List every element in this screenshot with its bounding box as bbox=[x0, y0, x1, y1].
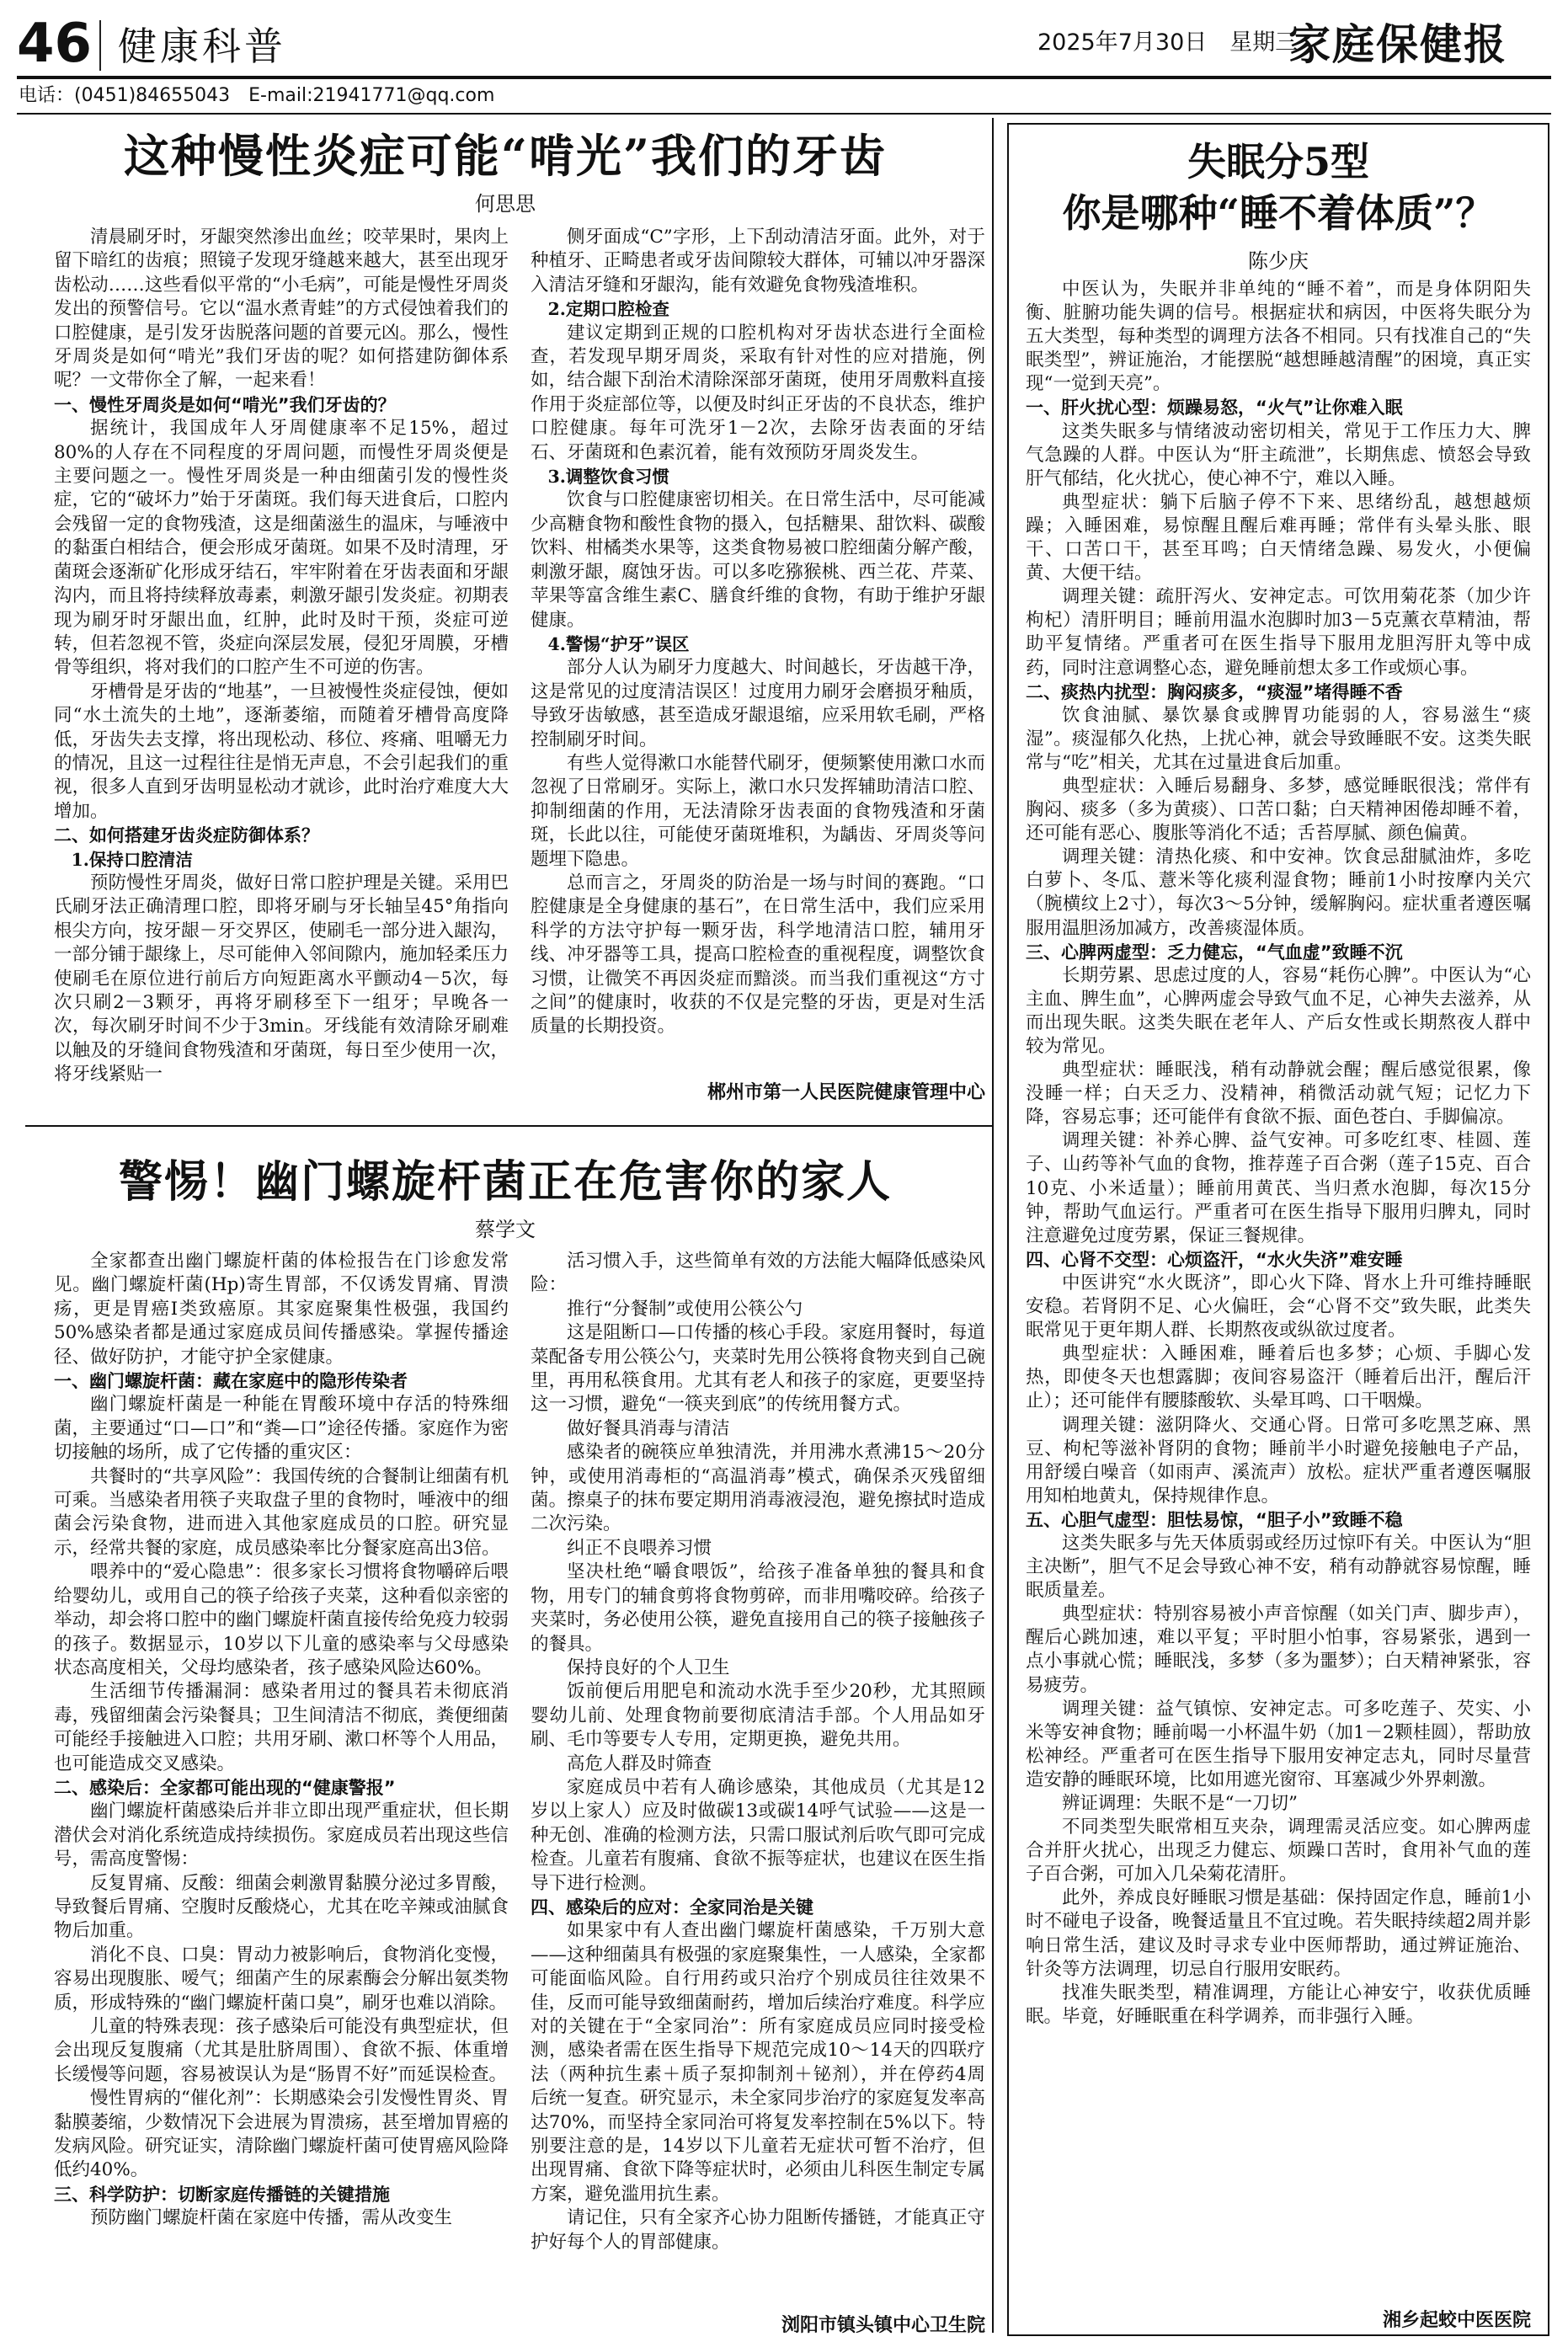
paragraph: 共餐时的“共享风险”：我国传统的合餐制让细菌有机可乘。当感染者用筷子夹取盘子里的食物时，唾液中的细菌会污染食物，进而进入其他家庭成员的口腔。研究显示，经常共餐的家庭，成员感染率比分餐家庭高出3倍。 bbox=[54, 1465, 509, 1559]
article3-body bbox=[1026, 278, 1531, 2297]
contact-line: 电话：(0451)84655043 E-mail:21941771@qq.com bbox=[19, 85, 495, 106]
paragraph: 如果家中有人查出幽门螺旋杆菌感染，千万别大意——这种细菌具有极强的家庭聚集性，一人感染，全家都可能面临风险。自行用药或只治疗个别成员往往效果不佳，反而可能导致细菌耐药，增加后续治疗难度。科学应对的关键在于“全家同治”：所有家庭成员应同时接受检测，感染者需在医生指导下规范完成10～14天的四联疗法（两种抗生素＋质子泵抑制剂＋铋剂），并在停药4周后统一复查。研究显示，未全家同步治疗的家庭复发率高达70%，而坚持全家同治可将复发率控制在5%以下。特别要注意的是，14岁以下儿童若无症状可暂不治疗，但出现胃痛、食欲下降等症状时，必须由儿科医生制定专属方案，避免滥用抗生素。 bbox=[531, 1920, 985, 2205]
subheading: 4.警惕“护牙”误区 bbox=[547, 633, 690, 654]
subheading: 一、慢性牙周炎是如何“啃光”我们牙齿的？ bbox=[54, 394, 396, 415]
subheading: 3.调整饮食习惯 bbox=[547, 467, 669, 488]
subheading: 一、幽门螺旋杆菌：藏在家庭中的隐形传染者 bbox=[54, 1371, 408, 1392]
paragraph: 高危人群及时筛查 bbox=[567, 1752, 712, 1774]
subheading: 三、科学防护：切断家庭传播链的关键措施 bbox=[54, 2184, 390, 2205]
article2-title: 警惕！幽门螺旋杆菌正在危害你的家人 bbox=[118, 1156, 892, 1208]
paragraph: 辨证调理：失眠不是“一刀切” bbox=[1062, 1793, 1298, 1814]
paragraph: 坚决杜绝“嚼食喂饭”，给孩子准备单独的餐具和食物，用专门的辅食剪将食物剪碎，而非用嘴咬碎。给孩子夹菜时，务必使用公筷，避免直接用自己的筷子接触孩子的餐具。 bbox=[531, 1561, 985, 1655]
issue-date: 2025年7月30日 星期三 bbox=[1037, 29, 1299, 56]
article1-column-1 bbox=[54, 226, 509, 1117]
paragraph: 儿童的特殊表现：孩子感染后可能没有典型症状，但会出现反复腹痛（尤其是肚脐周围）、食欲不振、体重增长缓慢等问题，容易被误认为是“肠胃不好”而延误检查。 bbox=[54, 2016, 509, 2085]
paragraph: 饮食与口腔健康密切相关。在日常生活中，尽可能减少高糖食物和酸性食物的摄入，包括糖果、甜饮料、碳酸饮料、柑橘类水果等，这类食物易被口腔细菌分解产酸，刺激牙龈，腐蚀牙齿。可以多吃猕猴桃、西兰花、芹菜、苹果等富含维生素C、膳食纤维的食物，有助于维护牙龈健康。 bbox=[531, 489, 985, 631]
paragraph: 调理关键：清热化痰、和中安神。饮食忌甜腻油炸，多吃白萝卜、冬瓜、薏米等化痰利湿食物；睡前1小时按摩内关穴（腕横纹上2寸），每次3～5分钟，缓解胸闷。症状重者遵医嘱服用温胆汤加减方，改善痰湿体质。 bbox=[1026, 846, 1531, 939]
paragraph: 总而言之，牙周炎的防治是一场与时间的赛跑。“口腔健康是全身健康的基石”，在日常生活中，我们应采用科学的方法守护每一颗牙齿，科学地清洁口腔，辅用牙线、冲牙器等工具，提高口腔检查的重视程度，调整饮食习惯，让微笑不再因炎症而黯淡。而当我们重视这“方寸之间”的健康时，收获的不仅是完整的牙齿，更是对生活质量的长期投资。 bbox=[531, 872, 985, 1038]
subheading: 一、肝火扰心型：烦躁易怒，“火气”让你难入眠 bbox=[1026, 397, 1403, 419]
newspaper-name: 家庭保健报 bbox=[1288, 19, 1507, 69]
paragraph: 典型症状：特别容易被小声音惊醒（如关门声、脚步声），醒后心跳加速，难以平复；平时胆小怕事，容易紧张，遇到一点小事就心慌；睡眠浅，多梦（多为噩梦）；白天精神紧张，容易疲劳。 bbox=[1026, 1603, 1531, 1696]
subheading: 四、感染后的应对：全家同治是关键 bbox=[531, 1897, 813, 1918]
article3-title-line2: 你是哪种“睡不着体质”？ bbox=[1062, 190, 1495, 236]
paragraph: 典型症状：躺下后脑子停不下来、思绪纷乱，越想越烦躁；入睡困难，易惊醒且醒后难再睡；常伴有头晕头胀、眼干、口苦口干，甚至耳鸣；白天情绪急躁、易发火，小便偏黄、大便干结。 bbox=[1026, 491, 1531, 584]
header-divider bbox=[99, 20, 101, 71]
article1-source: 郴州市第一人民医院健康管理中心 bbox=[707, 1082, 985, 1103]
paragraph: 慢性胃病的“催化剂”：长期感染会引发慢性胃炎、胃黏膜萎缩，少数情况下会进展为胃溃疡，甚至增加胃癌的发病风险。研究证实，清除幽门螺旋杆菌可使胃癌风险降低约40%。 bbox=[54, 2088, 509, 2181]
article2-column-2 bbox=[531, 1250, 985, 2306]
article3-title-line1: 失眠分5型 bbox=[1187, 139, 1369, 184]
paragraph: 生活细节传播漏洞：感染者用过的餐具若未彻底消毒，残留细菌会污染餐具；卫生间清洁不彻底，粪便细菌可能经手接触进入口腔；共用牙刷、漱口杯等个人用品，也可能造成交叉感染。 bbox=[54, 1681, 509, 1774]
subheading: 五、心胆气虚型：胆怯易惊，“胆子小”致睡不稳 bbox=[1026, 1509, 1403, 1530]
subheading: 二、感染后：全家都可能出现的“健康警报” bbox=[54, 1777, 396, 1798]
paragraph: 长期劳累、思虑过度的人，容易“耗伤心脾”。中医认为“心主血、脾生血”，心脾两虚会导致气血不足，心神失去滋养，从而出现失眠。这类失眠在老年人、产后女性或长期熬夜人群中较为常见。 bbox=[1026, 964, 1531, 1057]
paragraph: 调理关键：疏肝泻火、安神定志。可饮用菊花茶（加少许枸杞）清肝明目；睡前用温水泡脚时加3－5克薰衣草精油，帮助平复情绪。严重者可在医生指导下服用龙胆泻肝丸等中成药，同时注意调整心态，避免睡前想太多工作或烦心事。 bbox=[1026, 586, 1531, 679]
paragraph: 活习惯入手，这些简单有效的方法能大幅降低感染风险： bbox=[531, 1251, 985, 1296]
paragraph: 找准失眠类型，精准调理，方能让心神安宁，收获优质睡眠。毕竟，好睡眠重在科学调养，而非强行入睡。 bbox=[1026, 1982, 1531, 2027]
paragraph: 家庭成员中若有人确诊感染，其他成员（尤其是12岁以上家人）应及时做碳13或碳14呼气试验——这是一种无创、准确的检测方法，只需口服试剂后吹气即可完成检查。儿童若有腹痛、食欲不振等症状，也建议在医生指导下进行检测。 bbox=[531, 1776, 985, 1894]
paragraph: 调理关键：益气镇惊、安神定志。可多吃莲子、芡实、小米等安神食物；睡前喝一小杯温牛奶（加1－2颗桂圆），帮助放松神经。严重者可在医生指导下服用安神定志丸，同时尽量营造安静的睡眠环境，比如用遮光窗帘、耳塞减少外界刺激。 bbox=[1026, 1698, 1531, 1790]
article1-author: 何思思 bbox=[475, 192, 536, 216]
paragraph: 中医讲究“水火既济”，即心火下降、肾水上升可维持睡眠安稳。若肾阴不足、心火偏旺，会“心肾不交”致失眠，此类失眠常见于更年期人群、长期熬夜或纵欲过度者。 bbox=[1026, 1272, 1531, 1342]
paragraph: 据统计，我国成年人牙周健康率不足15%，超过80%的人存在不同程度的牙周问题，而慢性牙周炎便是主要问题之一。慢性牙周炎是一种由细菌引发的慢性炎症，它的“破坏力”始于牙菌斑。我们每天进食后，口腔内会残留一定的食物残渣，这是细菌滋生的温床，与唾液中的黏蛋白相结合，便会形成牙菌斑。如果不及时清理，牙菌斑会逐渐矿化形成牙结石，牢牢附着在牙齿表面和牙龈沟内，而且将持续释放毒素，刺激牙龈引发炎症。初期表现为刷牙时牙龈出血，红肿，此时及时干预，炎症可逆转，但若忽视不管，炎症向深层发展，侵犯牙周膜，牙槽骨等组织，将对我们的口腔产生不可逆的伤害。 bbox=[54, 418, 509, 679]
subheading: 1.保持口腔清洁 bbox=[71, 849, 193, 870]
paragraph: 此外，养成良好睡眠习惯是基础：保持固定作息，睡前1小时不碰电子设备，晚餐适量且不宜过晚。若失眠持续超2周并影响日常生活，建议及时寻求专业中医师帮助，通过辨证施治、针灸等方法调理，切忌自行服用安眠药。 bbox=[1026, 1887, 1531, 1980]
paragraph: 推行“分餐制”或使用公筷公勺 bbox=[567, 1298, 803, 1320]
article2-source: 浏阳市镇头镇中心卫生院 bbox=[781, 2315, 985, 2336]
paragraph: 保持良好的个人卫生 bbox=[567, 1656, 730, 1678]
paragraph: 喂养中的“爱心隐患”：很多家长习惯将食物嚼碎后喂给婴幼儿，或用自己的筷子给孩子夹菜，这种看似亲密的举动，却会将口腔中的幽门螺旋杆菌直接传给免疫力较弱的孩子。数据显示，10岁以下儿童的感染率与父母感染状态高度相关，父母均感染者，孩子感染风险达60%。 bbox=[54, 1561, 509, 1678]
article3-author: 陈少庆 bbox=[1248, 249, 1309, 273]
subheading: 2.定期口腔检查 bbox=[547, 299, 669, 320]
paragraph: 预防幽门螺旋杆菌在家庭中传播，需从改变生 bbox=[90, 2207, 453, 2229]
paragraph: 典型症状：睡眠浅，稍有动静就会醒；醒后感觉很累，像没睡一样；白天乏力、没精神，稍微活动就气短；记忆力下降，容易忘事；还可能伴有食欲不振、面色苍白、手脚偏凉。 bbox=[1026, 1059, 1531, 1128]
paragraph: 幽门螺旋杆菌感染后并非立即出现严重症状，但长期潜伏会对消化系统造成持续损伤。家庭成员若出现这些信号，需高度警惕： bbox=[54, 1801, 509, 1870]
header-rule bbox=[17, 76, 1551, 79]
paragraph: 有些人觉得漱口水能替代刷牙，便频繁使用漱口水而忽视了日常刷牙。实际上，漱口水只发挥辅助清洁口腔、抑制细菌的作用，无法清除牙齿表面的食物残渣和牙菌斑，长此以往，可能使牙菌斑堆积，为龋齿、牙周炎等问题埋下隐患。 bbox=[531, 752, 985, 870]
paragraph: 这类失眠多与先天体质弱或经历过惊吓有关。中医认为“胆主决断”，胆气不足会导致心神不安，稍有动静就容易惊醒，睡眠质量差。 bbox=[1026, 1532, 1531, 1602]
paragraph: 做好餐具消毒与清洁 bbox=[567, 1417, 730, 1439]
paragraph: 典型症状：入睡后易翻身、多梦，感觉睡眠很浅；常伴有胸闷、痰多（多为黄痰）、口苦口黏；白天精神困倦却睡不着，还可能有恶心、腹胀等消化不适；舌苔厚腻、颜色偏黄。 bbox=[1026, 775, 1531, 845]
paragraph: 部分人认为刷牙力度越大、时间越长，牙齿越干净，这是常见的过度清洁误区！过度用力刷牙会磨损牙釉质，导致牙齿敏感，甚至造成牙龈退缩，应采用软毛刷，严格控制刷牙时间。 bbox=[531, 657, 985, 750]
subheading: 四、心肾不交型：心烦盗汗，“水火失济”难安睡 bbox=[1026, 1249, 1403, 1270]
paragraph: 牙槽骨是牙齿的“地基”，一旦被慢性炎症侵蚀，便如同“水土流失的土地”，逐渐萎缩，而随着牙槽骨高度降低，牙齿失去支撑，将出现松动、移位、疼痛、咀嚼无力的情况，且这一过程往往是悄无声息，不会引起我们的重视，很多人直到牙齿明显松动才就诊，此时治疗难度大大增加。 bbox=[54, 680, 509, 822]
paragraph: 清晨刷牙时，牙龈突然渗出血丝；咬苹果时，果肉上留下暗红的齿痕；照镜子发现牙缝越来越大，甚至出现牙齿松动……这些看似平常的“小毛病”，可能是慢性牙周炎发出的预警信号。它以“温水煮青蛙”的方式侵蚀着我们的口腔健康，是引发牙齿脱落问题的首要元凶。那么，慢性牙周炎是如何“啃光”我们牙齿的呢？如何搭建防御体系呢？一文带你全了解，一起来看！ bbox=[54, 227, 509, 392]
paragraph: 请记住，只有全家齐心协力阻断传播链，才能真正守护好每个人的胃部健康。 bbox=[531, 2207, 985, 2253]
paragraph: 调理关键：滋阴降火、交通心肾。日常可多吃黑芝麻、黑豆、枸杞等滋补肾阴的食物；睡前半小时避免接触电子产品，用舒缓白噪音（如雨声、溪流声）放松。症状严重者遵医嘱服用知柏地黄丸，保持规律作息。 bbox=[1026, 1414, 1531, 1507]
paragraph: 纠正不良喂养习惯 bbox=[567, 1537, 712, 1559]
paragraph: 感染者的碗筷应单独清洗，并用沸水煮沸15～20分钟，或使用消毒柜的“高温消毒”模式，确保杀灭残留细菌。擦桌子的抹布要定期用消毒液浸泡，避免擦拭时造成二次污染。 bbox=[531, 1442, 985, 1535]
paragraph: 这是阻断口—口传播的核心手段。家庭用餐时，每道菜配备专用公筷公勺，夹菜时先用公筷将食物夹到自己碗里，再用私筷食用。尤其有老人和孩子的家庭，更要坚持这一习惯，避免“一筷夹到底”的传统用餐方式。 bbox=[531, 1322, 985, 1416]
article2-column-1 bbox=[54, 1250, 509, 2336]
section-title: 健康科普 bbox=[118, 24, 286, 69]
subheading: 二、如何搭建牙齿炎症防御体系？ bbox=[54, 825, 319, 846]
paragraph: 典型症状：入睡困难，睡着后也多梦；心烦、手脚心发热，即使冬天也想露脚；夜间容易盗汗（睡着后出汗，醒后汗止）；还可能伴有腰膝酸软、头晕耳鸣、口干咽燥。 bbox=[1026, 1343, 1531, 1412]
subheading: 二、痰热内扰型：胸闷痰多，“痰湿”堵得睡不香 bbox=[1026, 681, 1403, 702]
paragraph: 调理关键：补养心脾、益气安神。可多吃红枣、桂圆、莲子、山药等补气血的食物，推荐莲子百合粥（莲子15克、百合10克、小米适量）；睡前用黄芪、当归煮水泡脚，每次15分钟，帮助气血运行。严重者可在医生指导下服用归脾丸，同时注意避免过度劳累，保证三餐规律。 bbox=[1026, 1130, 1531, 1246]
header-rule-thin bbox=[17, 113, 1551, 115]
subheading: 三、心脾两虚型：乏力健忘，“气血虚”致睡不沉 bbox=[1026, 942, 1403, 963]
paragraph: 预防慢性牙周炎，做好日常口腔护理是关键。采用巴氏刷牙法正确清理口腔，即将牙刷与牙长轴呈45°角指向根尖方向，按牙龈－牙交界区，使刷毛一部分进入龈沟，一部分铺于龈缘上，尽可能伸入邻间隙内，施加轻柔压力使刷毛在原位进行前后方向短距离水平颤动4－5次，每次只刷2－3颗牙，再将牙刷移至下一组牙；早晚各一次，每次刷牙时间不少于3min。牙线能有效清除牙刷难以触及的牙缝间食物残渣和牙菌斑，每日至少使用一次，将牙线紧贴一 bbox=[54, 872, 509, 1086]
paragraph: 消化不良、口臭：胃动力被影响后，食物消化变慢，容易出现腹胀、嗳气；细菌产生的尿素酶会分解出氨类物质，形成特殊的“幽门螺旋杆菌口臭”，刷牙也难以消除。 bbox=[54, 1944, 509, 2014]
paragraph: 饮食油腻、暴饮暴食或脾胃功能弱的人，容易滋生“痰湿”。痰湿郁久化热，上扰心神，就会导致睡眠不安。这类失眠常与“吃”相关，尤其在过量进食后加重。 bbox=[1026, 704, 1531, 773]
paragraph: 这类失眠多与情绪波动密切相关，常见于工作压力大、脾气急躁的人群。中医认为“肝主疏泄”，长期焦虑、愤怒会导致肝气郁结，化火扰心，使心神不宁，难以入睡。 bbox=[1026, 420, 1531, 489]
column-divider bbox=[992, 118, 994, 2333]
article1-title: 这种慢性炎症可能“啃光”我们的牙齿 bbox=[123, 129, 888, 183]
paragraph: 饭前便后用肥皂和流动水洗手至少20秒，尤其照顾婴幼儿前、处理食物前要彻底清洁手部。个人用品如牙刷、毛巾等要专人专用，定期更换，避免共用。 bbox=[531, 1681, 985, 1751]
page-number: 46 bbox=[17, 13, 93, 75]
paragraph: 建议定期到正规的口腔机构对牙齿状态进行全面检查，若发现早期牙周炎，采取有针对性的应对措施，例如，结合龈下刮治术清除深部牙菌斑，使用牙周敷料直接作用于炎症部位等，以便及时纠正牙齿的不良状态，维护口腔健康。每年可洗牙1－2次，去除牙齿表面的牙结石、牙菌斑和色素沉着，能有效预防牙周炎发生。 bbox=[531, 322, 985, 463]
paragraph: 中医认为，失眠并非单纯的“睡不着”，而是身体阴阳失衡、脏腑功能失调的信号。根据症状和病因，中医将失眠分为五大类型，每种类型的调理方法各不相同。只有找准自己的“失眠类型”，辨证施治，才能摆脱“越想睡越清醒”的困境，真正实现“一觉到天亮”。 bbox=[1026, 279, 1531, 395]
article2-author: 蔡学文 bbox=[475, 1218, 536, 1241]
article-divider bbox=[25, 1125, 994, 1127]
article3-source: 湘乡起蛟中医医院 bbox=[1382, 2310, 1531, 2331]
article1-column-2 bbox=[531, 226, 985, 1070]
paragraph: 不同类型失眠常相互夹杂，调理需灵活应变。如心脾两虚合并肝火扰心，出现乏力健忘、烦躁口苦时，食用补气血的莲子百合粥，可加入几朵菊花清肝。 bbox=[1026, 1817, 1531, 1886]
paragraph: 全家都查出幽门螺旋杆菌的体检报告在门诊愈发常见。幽门螺旋杆菌(Hp)寄生胃部，不仅诱发胃痛、胃溃疡，更是胃癌Ⅰ类致癌原。其家庭聚集性极强，我国约50%感染者都是通过家庭成员间传播感染。掌握传播途径、做好防护，才能守护全家健康。 bbox=[54, 1251, 509, 1368]
paragraph: 反复胃痛、反酸：细菌会刺激胃黏膜分泌过多胃酸，导致餐后胃痛、空腹时反酸烧心，尤其在吃辛辣或油腻食物后加重。 bbox=[54, 1872, 509, 1942]
paragraph: 侧牙面成“C”字形，上下刮动清洁牙面。此外，对于种植牙、正畸患者或牙齿间隙较大群体，可辅以冲牙器深入清洁牙缝和牙龈沟，能有效避免食物残渣堆积。 bbox=[531, 227, 985, 296]
paragraph: 幽门螺旋杆菌是一种能在胃酸环境中存活的特殊细菌，主要通过“口—口”和“粪—口”途径传播。家庭作为密切接触的场所，成了它传播的重灾区： bbox=[54, 1394, 509, 1464]
